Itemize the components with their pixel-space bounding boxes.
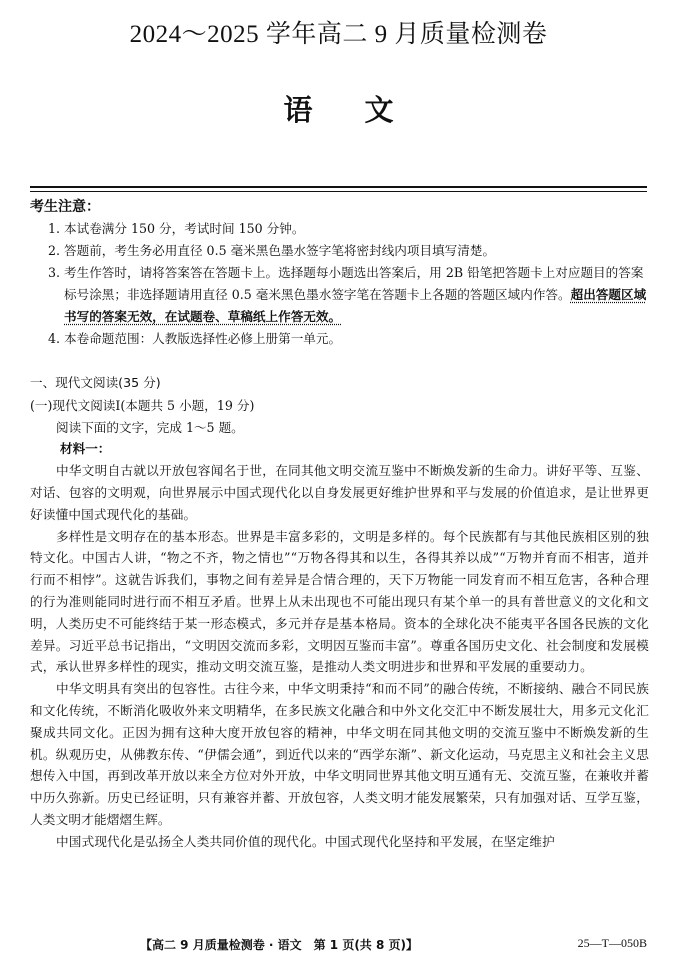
paragraph-4: 中国式现代化是弘扬全人类共同价值的现代化。中国式现代化坚持和平发展，在坚定维护 bbox=[56, 833, 555, 849]
sub-section-heading: (一)现代文阅读Ⅰ(本题共 5 小题，19 分) bbox=[30, 397, 255, 413]
notice-list bbox=[30, 218, 650, 350]
notice-item-2: 2. 答题前，考生务必用直径 0.5 毫米黑色墨水签字笔将密封线内项目填写清楚。 bbox=[48, 243, 496, 258]
paragraph-3: 中华文明具有突出的包容性。古往今来，中华文明秉持“和而不同”的融合传统，不断接纳、融合不同民族和文化传统，不断消化吸收外来文明精华，在多民族文化融合和中外文化交汇中不断发展壮大，用多元文化汇聚成共同文化。正因为拥有这种大度开放包容的精神，中华文明在同其他文明的交流互鉴中不断焕发新的生机。纵观历史，从佛教东传、“伊儒会通”，到近代以来的“西学东渐”、新文化运动，马克思主义和社会主义思想传入中国，再到改革开放以来全方位对外开放，中华文明同世界其他文明互通有无、交流互鉴，在兼收并蓄中历久弥新。历史已经证明，只有兼容并蓄、开放包容，人类文明才能发展繁荣，只有加强对话、互学互鉴，人类文明才能熠熠生辉。 bbox=[30, 681, 649, 827]
subject-title bbox=[0, 88, 677, 129]
header-divider-thin bbox=[30, 191, 647, 192]
footer-code: 25—T—050B bbox=[577, 936, 647, 950]
page-footer bbox=[0, 936, 677, 956]
notice-heading: 考生注意： bbox=[30, 199, 100, 215]
notice-emphasis: 超出答题区域书写的答案无效，在试题卷、草稿纸上作答无效。 bbox=[64, 287, 647, 324]
material-label: 材料一： bbox=[60, 441, 111, 457]
notice-item-4: 4. 本卷命题范围：人教版选择性必修上册第一单元。 bbox=[48, 331, 342, 346]
reading-section bbox=[30, 372, 649, 853]
section-heading: 一、现代文阅读(35 分) bbox=[30, 375, 161, 390]
notice-item-1: 1. 本试卷满分 150 分，考试时间 150 分钟。 bbox=[48, 221, 305, 236]
paragraph-1: 中华文明自古就以开放包容闻名于世，在同其他文明交流互鉴中不断焕发新的生命力。讲好平等、互鉴、对话、包容的文明观，向世界展示中国式现代化以自身发展更好维护世界和平与发展的价值追求，是让世界更好读懂中国式现代化的基础。 bbox=[30, 463, 649, 522]
notice-item-3-text: 3. 考生作答时，请将答案答在答题卡上。选择题每小题选出答案后，用 2B 铅笔把答题卡上对应题目的答案标号涂黑；非选择题请用直径 0.5 毫米黑色墨水签字笔在答题卡上各题的答题区域内作答。 bbox=[48, 265, 644, 302]
header-divider-thick bbox=[30, 186, 647, 188]
subject-char-2: 文 bbox=[364, 93, 394, 127]
notice-item-3 bbox=[30, 262, 650, 328]
subject-char-1: 语 bbox=[283, 93, 313, 127]
footer-page-info: 【高二 9 月质量检测卷 · 语文 第 1 页(共 8 页)】 bbox=[140, 938, 418, 952]
instruction-text: 阅读下面的文字，完成 1～5 题。 bbox=[56, 419, 244, 435]
paragraph-2: 多样性是文明存在的基本形态。世界是丰富多彩的，文明是多样的。每个民族都有与其他民族相区别的独特文化。中国古人讲，“物之不齐，物之情也”“万物各得其和以生，各得其养以成”“万物并育而不相害，道并行而不相悖”。这就告诉我们，事物之间有差异是合情合理的，天下万物能一同发育而不相互危害，各种合理的行为准则能同时进行而不相互矛盾。世界上从未出现也不可能出现只有某个单一的具有普世意义的文化和文明，人类历史不可能终结于某一形态模式，多元并存是基本格局。资本的全球化决不能夷平各国各民族的文化差异。习近平总书记指出，“文明因交流而多彩，文明因互鉴而丰富”。尊重各国历史文化、社会制度和发展模式，承认世界多样性的现实，推动文明交流互鉴，是推动人类文明进步和世界和平发展的重要动力。 bbox=[30, 528, 649, 675]
exam-title: 2024～2025 学年高二 9 月质量检测卷 bbox=[129, 21, 548, 48]
